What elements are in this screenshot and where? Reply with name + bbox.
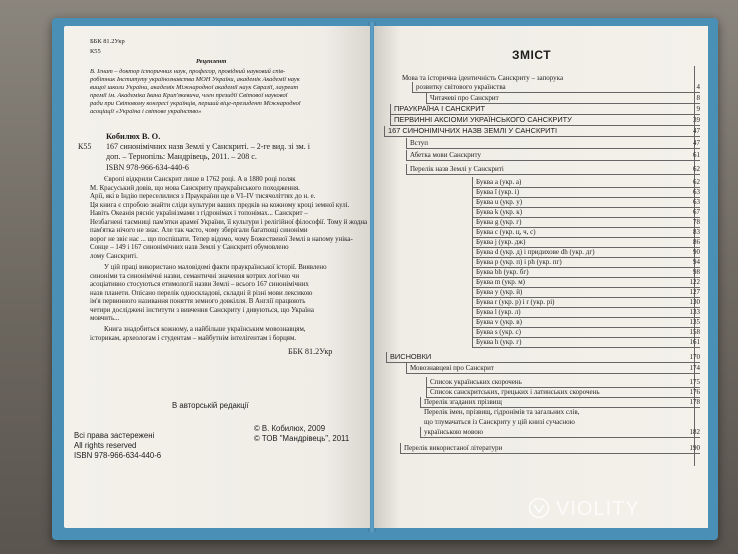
toc-entry-label: Буква a (укр. а) [476,178,522,186]
toc-entry-bracket [472,227,473,237]
toc-entry-page: 62 [693,165,700,173]
toc-entry-page: 63 [693,188,700,196]
abstract-line: лому Санскриті. [90,252,138,260]
toc-entry-page: 182 [689,428,700,436]
book-imprint-line: доп. – Тернопіль: Мандрівець, 2011. – 208 с. [106,152,257,161]
toc-entry-label: 167 СИНОНІМІЧНИХ НАЗВ ЗЕМЛІ У САНСКРИТІ [388,126,558,135]
toc-entry-rule [400,453,700,454]
abstract-line: ворог не звіє нас ... що поспішати. Тепер відомо, чому Божественої Землі в напому уніка- [90,235,353,243]
toc-entry-label: ПРАУКРАЇНА І САНСКРИТ [394,104,486,113]
bbk-code-top: ББК 81.2Укр [90,38,125,45]
rights-line: ISBN 978-966-634-440-6 [74,451,162,460]
toc-entry-page: 4 [696,83,700,91]
rights-line: All rights reserved [74,441,137,450]
toc-entry-bracket [412,82,413,92]
toc-entry-page: 135 [689,318,700,326]
toc-entry-page: 67 [693,208,700,216]
toc-entry-bracket [472,307,473,317]
toc-entry-page: 62 [693,178,700,186]
toc-entry-label: Перелік використаної літератури [404,444,503,452]
toc-entry-label: що тлумачаться із Санскриту у цій книзі сучасною [424,418,575,426]
toc-entry-bracket [472,297,473,307]
toc-entry-bracket [420,397,421,407]
toc-entry-bracket [390,104,391,114]
toc-entry-bracket [472,187,473,197]
toc-entry-bracket [384,126,385,136]
toc-entry-rule [406,373,700,374]
toc-entry-label: Абетка мови Санскриту [410,151,481,159]
violity-logo-icon [528,497,550,519]
toc-entry-label: українською мовою [424,428,483,436]
toc-entry-page: 130 [689,298,700,306]
author-edition-note: В авторській редакції [172,401,249,410]
toc-entry-page: 86 [693,238,700,246]
toc-entry-bracket [472,317,473,327]
toc-entry-page: 178 [689,398,700,406]
toc-entry-page: 174 [689,364,700,372]
toc-entry-bracket [426,377,427,387]
toc-entry-bracket [420,427,421,437]
toc-entry-page: 61 [693,151,700,159]
toc-entry-page: 8 [696,94,700,102]
abstract-line: Арії, які в Індію переселилися з Праукраїни ще в VI–IV тисячоліттях до н. е. [90,193,316,200]
k55-code-top: К55 [90,48,101,55]
toc-entry-label: Буква u (укр. у) [476,198,523,206]
toc-entry-bracket [472,217,473,227]
toc-entry-label: Буква h (укр. г) [476,338,522,346]
toc-entry-label: Список санскритських, грецьких і латинських скорочень [430,388,600,396]
reviewer-line: асоціації «Україна і світове українство» [90,108,202,115]
toc-entry-bracket [472,267,473,277]
toc-entry-label: Вступ [410,139,428,147]
toc-entry-bracket [390,115,391,125]
toc-entry-page: 122 [689,278,700,286]
toc-entry-bracket [406,138,407,148]
reviewer-heading: Рецензент [196,58,227,65]
toc-entry-label: Буква m (укр. м) [476,278,526,286]
toc-entry-label: Буква y (укр. й) [476,288,523,296]
toc-entry-label: Список українських скорочень [430,378,522,386]
toc-entry-rule [472,347,700,348]
reviewer-line: ради при Світовому конгресі українців, перший віце-президент Міжнародної [90,100,301,107]
toc-entry-bracket [406,164,407,174]
toc-entry-page: 90 [693,248,700,256]
toc-entry-bracket [472,327,473,337]
abstract-line: У цій праці використано маловідомі факти праукраїнської історії. Виявлено [104,264,327,271]
toc-entry-bracket [472,337,473,347]
toc-entry-label: Буква k (укр. к) [476,208,523,216]
left-page [64,26,370,528]
right-page-toc [374,26,708,528]
toc-entry-page: 83 [693,228,700,236]
bbk-code-bottom: ББК 81.2Укр [288,347,333,356]
reviewer-line: вищої школи України, академік Міжнародної академії наук Євразії, лауреат [90,84,299,91]
toc-entry-label: Буква bh (укр. бг) [476,268,529,276]
toc-entry-page: 98 [693,268,700,276]
toc-entry-page: 133 [689,308,700,316]
toc-entry-page: 94 [693,258,700,266]
abstract-line: асоціативно стосуються етимології назви Землі – всього 167 синонімічних [90,281,309,288]
toc-entry-page: 127 [689,288,700,296]
toc-entry-bracket [472,257,473,267]
abstract-line: ім'я первинного називання поняття земного довкілля. В Англії працюють [90,298,306,305]
abstract-line: Навіть Океанія рясніє українізмами з гідронімах і топонімах... Санскрит – [90,210,308,217]
author-line: Кобилюх В. О. [106,132,161,141]
audience-line: Книга знадобиться кожному, а найбільше українським мовознавцям, [104,326,306,333]
abstract-line: четири досліджені інститути з вивчення Санскриту і дивуються, що Україна [90,306,314,314]
book-title-line: 167 синонімічних назв Землі у Санскриті. – 2-ге вид. зі зм. і [106,142,310,151]
reviewer-line: В. Ігнат – доктор історичних наук, професор, провідний науковий спів- [90,68,286,75]
abstract-line: мовчить... [90,315,120,322]
toc-entry-bracket [472,247,473,257]
abstract-line: Сонце – 149 і 167 синонімічних назв Землі у Санскриті обумовлено [90,244,289,251]
audience-line: історикам, археологам і студентам – майбутнім інтелігентам і борцям. [90,334,297,342]
toc-entry-label: Перелік назв Землі у Санскриті [410,165,504,173]
reviewer-line: робітник Інституту українознавства МОН України, академік Академії наук [90,76,300,83]
toc-entry-label: Перелік імен, прізвищ, гідронімів та загальних слів, [424,408,580,416]
toc-entry-label: Буква g (укр. г) [476,218,522,226]
toc-entry-label: Буква c (укр. ц, ч, с) [476,228,536,236]
abstract-line: пам'ятка нічого не знає. Але так часто, чому зберігали багатющі синоніми [90,227,308,234]
toc-entry-label: Мова та історична ідентичність Санскриту – запорука [402,74,564,82]
abstract-line: синоніми та синонімічні назви, семантичні значення котрих логічно чи [90,272,300,280]
copyright-line: © ТОВ "Мандрівець", 2011 [254,434,350,443]
toc-title: ЗМІСТ [512,48,552,62]
toc-entry-page: 176 [689,388,700,396]
toc-entry-page: 158 [689,328,700,336]
toc-entry-bracket [472,287,473,297]
toc-entry-label: Буква v (укр. в) [476,318,522,326]
toc-entry-label: Буква s (укр. с) [476,328,521,336]
watermark-text: VIOLITY [556,498,640,520]
toc-entry-bracket [472,177,473,187]
toc-entry-label: Буква p (укр. п) і ph (укр. пг) [476,258,562,266]
toc-entry-rule [384,136,700,137]
toc-entry-rule [406,148,700,149]
abstract-line: назв планети. Опісано перелік односкладові, складні й різні мови лексикою [90,289,313,297]
toc-entry-page: 78 [693,218,700,226]
abstract-line: Європі відкрили Санскрит лише в 1762 році. А в 1880 році поляк [104,176,296,183]
toc-entry-page: 175 [689,378,700,386]
toc-entry-page: 39 [693,116,700,124]
toc-entry-label: Буква ī (укр. і) [476,188,520,196]
k55-code: К55 [78,142,92,151]
toc-entry-rule [420,437,700,438]
toc-entry-rule [412,92,700,93]
abstract-line: Незбагнені таємниці пам'ятки арамеї України, її культури і релігійної філософії. Тому й жодна [90,218,368,226]
toc-entry-label: Буква l (укр. л) [476,308,521,316]
toc-entry-page: 170 [689,353,700,361]
abstract-line: М. Красуський довів, що мова Санскриту праукраїнського походження. [90,184,300,192]
isbn-line: ISBN 978-966-634-440-6 [106,163,189,172]
abstract-line: Ця книга є спробою знайти сліди культури ваших предків на кожному кроці земної кулі. [90,201,350,209]
toc-entry-label: Буква d (укр. д) і придихове dh (укр. дг) [476,248,595,256]
toc-entry-page: 9 [696,105,700,113]
toc-entry-rule [406,160,700,161]
toc-entry-label: Буква r (укр. р) і r (укр. рі) [476,298,555,306]
toc-entry-label: Мовознавцеві про Санскрит [410,364,494,372]
toc-entry-label: Буква j (укр. дж) [476,238,526,246]
toc-entry-bracket [472,277,473,287]
toc-entry-bracket [406,363,407,373]
rights-line: Всі права застережені [74,431,155,440]
toc-entry-rule [406,174,700,175]
toc-entry-bracket [472,207,473,217]
reviewer-line: премії ім. Академіка Івана Крип'якевича, член президії Світової наукової [90,92,288,99]
toc-entry-page: 190 [689,444,700,452]
toc-entry-label: Перелік згаданих прізвищ [424,398,502,406]
toc-entry-page: 47 [693,139,700,147]
toc-entry-bracket [472,197,473,207]
copyright-line: © В. Кобилюх, 2009 [254,424,326,433]
toc-entry-page: 63 [693,198,700,206]
toc-entry-bracket [406,150,407,160]
toc-page-column-rule [694,66,695,466]
toc-entry-label: Читачеві про Санскрит [430,94,499,102]
toc-entry-label: ПЕРВИННІ АКСІОМИ УКРАЇНСЬКОГО САНСКРИТУ [394,115,572,124]
toc-entry-rule [386,362,700,363]
toc-entry-bracket [386,352,387,362]
toc-entry-label: розвитку світового українства [416,83,506,91]
toc-entry-page: 47 [693,127,700,135]
toc-entry-label: ВИСНОВКИ [390,352,432,361]
toc-entry-bracket [400,443,401,453]
toc-entry-bracket [472,237,473,247]
toc-entry-page: 161 [689,338,700,346]
toc-entry-bracket [426,93,427,103]
toc-entry-bracket [426,387,427,397]
